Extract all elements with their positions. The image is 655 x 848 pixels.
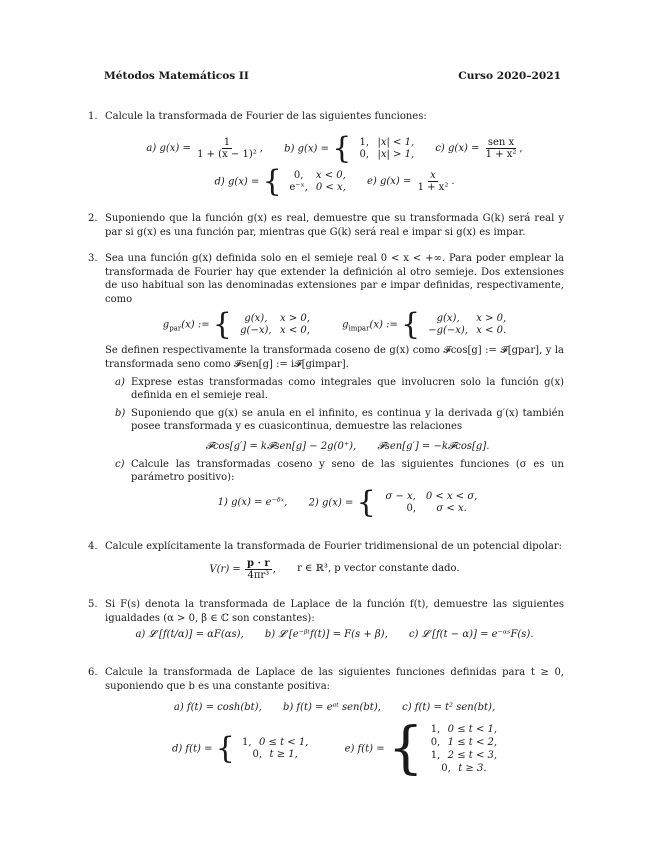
problem-text: Calcule la transformada de Laplace de las siguientes funciones definidas para t ≥ 0, suponiendo que b es una constante positiva:: [105, 667, 564, 692]
equation-row: a) 𝓛 [f(t/α)] = αF(αs), b) 𝓛 [e⁻ᵝᵗf(t)] = F(s + β), c) 𝓛 [f(t − α)] = e⁻ᵅˢF(s).: [135, 629, 534, 641]
item-e: e) f(t) = { 1, 0 ≤ t < 1, 0, 1 ≤ t < 2, 1, 2 ≤ t < 3, 0, t ≥ 3.: [344, 716, 498, 782]
piecewise-cases: 0, x < 0, e⁻ˣ, 0 < x,: [289, 169, 346, 193]
problem-text: Calcule la transformada de Fourier de las siguientes funciones:: [105, 111, 427, 122]
equation-row: [105, 163, 564, 199]
left-brace: {: [215, 731, 235, 767]
course-year: Curso 2020–2021: [458, 70, 561, 82]
case-row: 1, 0 ≤ t < 1,: [430, 724, 498, 736]
odd-extension: $g_{impar}(x)$ := { g(x), x > 0, −g(−x), x < 0.: [342, 307, 507, 343]
item-d: d) f(t) = { 1, 0 ≤ t < 1, 0, t ≥ 1,: [171, 731, 309, 767]
piecewise-cases: g(x), x > 0, g(−x), x < 0,: [240, 313, 310, 337]
subitem-a: a) Exprese estas transformadas como integrales que involucren solo la función g(x) definida en el semieje real.: [115, 376, 564, 402]
course-title: Métodos Matemáticos II: [104, 70, 249, 82]
problem-number: 2.: [88, 213, 98, 224]
equation-row: [105, 307, 564, 343]
problem-2: [88, 212, 564, 239]
equation-row: [105, 716, 564, 782]
item-e: e) g(x) = $\frac{x}{\text{1 + x²}}$ .: [366, 170, 455, 194]
problem-3: [88, 252, 564, 522]
piecewise-cases: [426, 723, 497, 775]
subitem-list: [105, 376, 564, 521]
problem-number: 3.: [88, 253, 98, 264]
piecewise-g: 2) g(x) = { σ − x, 0 < x < σ, 0, σ < x.: [308, 485, 478, 521]
subitem-b: b) Suponiendo que g(x) se anula en el infinito, es continua y la derivada g′(x) también posee transformada y es cuasicontinua, demuestre las relaciones 𝓕cos[g′] = k𝓕sen[g] − 2g(0⁺), 𝓕sen[g′] = −k𝓕cos[g].: [115, 407, 564, 452]
problem-number: 6.: [88, 667, 98, 678]
equation-row: a) f(t) = cosh(bt), b) f(t) = eᵃᵗ sen(bt), c) f(t) = t² sen(bt),: [173, 702, 496, 714]
item-b: b) g(x) = { 1, |x| < 1, 0, |x| > 1,: [284, 130, 415, 166]
problem-text: Suponiendo que la función g(x) es real, demuestre que su transformada G(k) será real y par si g(x) es una función par, mientras que G(k) será real e impar si g(x) es impar.: [105, 213, 564, 238]
subitem-c: c) Calcule las transformadas coseno y seno de las siguientes funciones (σ es un parámetro positivo): 1) g(x) = e⁻ᵟˣ, 2) g(x) = { σ − x, 0 < x < σ, 0, σ < x.: [115, 458, 564, 521]
item-a: a) g(x) = $\frac{1}{\text{1 + (x − 1)²}}$ ,: [146, 137, 263, 161]
left-brace: {: [332, 130, 352, 166]
problem-text: Sea una función g(x) definida solo en el semieje real 0 < x < +∞. Para poder emplear la transformada de Fourier hay que extender la definición al otro semieje. Dos extensiones de uso habitual son las denominadas extensiones par e impar definidas, respectivamente, como: [105, 253, 564, 305]
problem-number: 5.: [88, 599, 98, 610]
item-d: d) g(x) = { 0, x < 0, e⁻ˣ, 0 < x,: [214, 163, 346, 199]
equation-row: [105, 130, 564, 166]
left-brace: {: [212, 307, 232, 343]
left-brace: {: [356, 485, 376, 521]
even-extension: $g_{par}(x)$ := { g(x), x > 0, g(−x), x < 0,: [162, 307, 310, 343]
problem-number: 1.: [88, 111, 98, 122]
equation-row: 𝓕cos[g′] = k𝓕sen[g] − 2g(0⁺), 𝓕sen[g′] = −k𝓕cos[g].: [205, 440, 490, 452]
case-row: 1, 2 ≤ t < 3,: [430, 750, 498, 762]
problem-number: 4.: [88, 541, 98, 552]
problem-5: [88, 598, 564, 645]
problem-text: Se definen respectivamente la transformada coseno de g(x) como 𝓕cos[g] := 𝓕[gpar], y la transformada seno como 𝓕sen[g] := i𝓕[gimpar].: [105, 345, 564, 370]
case-row: 0, 1 ≤ t < 2,: [430, 737, 498, 749]
left-brace: {: [262, 163, 282, 199]
problem-text: Si F(s) denota la transformada de Laplace de la función f(t), demuestre las siguientes igualdades (α > 0, β ∈ ℂ son constantes):: [105, 599, 564, 624]
problem-1: [88, 110, 564, 200]
fraction: $\frac{\text{sen x}}{\text{1 + x²}}$: [485, 137, 517, 161]
problem-4: [88, 540, 564, 584]
piecewise-cases: 1, 0 ≤ t < 1, 0, t ≥ 1,: [242, 737, 309, 761]
left-brace: {: [387, 716, 424, 782]
left-brace: {: [401, 307, 421, 343]
equation-row: 1) g(x) = e⁻ᵟˣ, 2) g(x) = { σ − x, 0 < x < σ, 0, σ < x.: [217, 485, 478, 521]
piecewise-cases: 1, |x| < 1, 0, |x| > 1,: [359, 136, 415, 160]
piecewise-cases: g(x), x > 0, −g(−x), x < 0.: [428, 313, 507, 337]
fraction: $\frac{p \cdot r}{\text{4πr³}}$: [246, 557, 270, 581]
case-row: 0, t ≥ 3.: [441, 763, 487, 775]
fraction: $\frac{1}{\text{1 + (x − 1)²}}$: [197, 137, 257, 161]
equation-row: V(r) = $\frac{p \cdot r}{\text{4πr³}}$ , r ∈ ℝ³, p vector constante dado.: [209, 557, 460, 581]
problem-text: Calcule explícitamente la transformada de Fourier tridimensional de un potencial dipolar:: [105, 541, 562, 552]
fraction: $\frac{x}{\text{1 + x²}}$: [417, 170, 449, 194]
problem-6: [88, 666, 564, 780]
item-c: c) g(x) = $\frac{\text{sen x}}{\text{1 + x²}}$ ,: [435, 137, 523, 161]
piecewise-cases: σ − x, 0 < x < σ, 0, σ < x.: [385, 491, 478, 515]
